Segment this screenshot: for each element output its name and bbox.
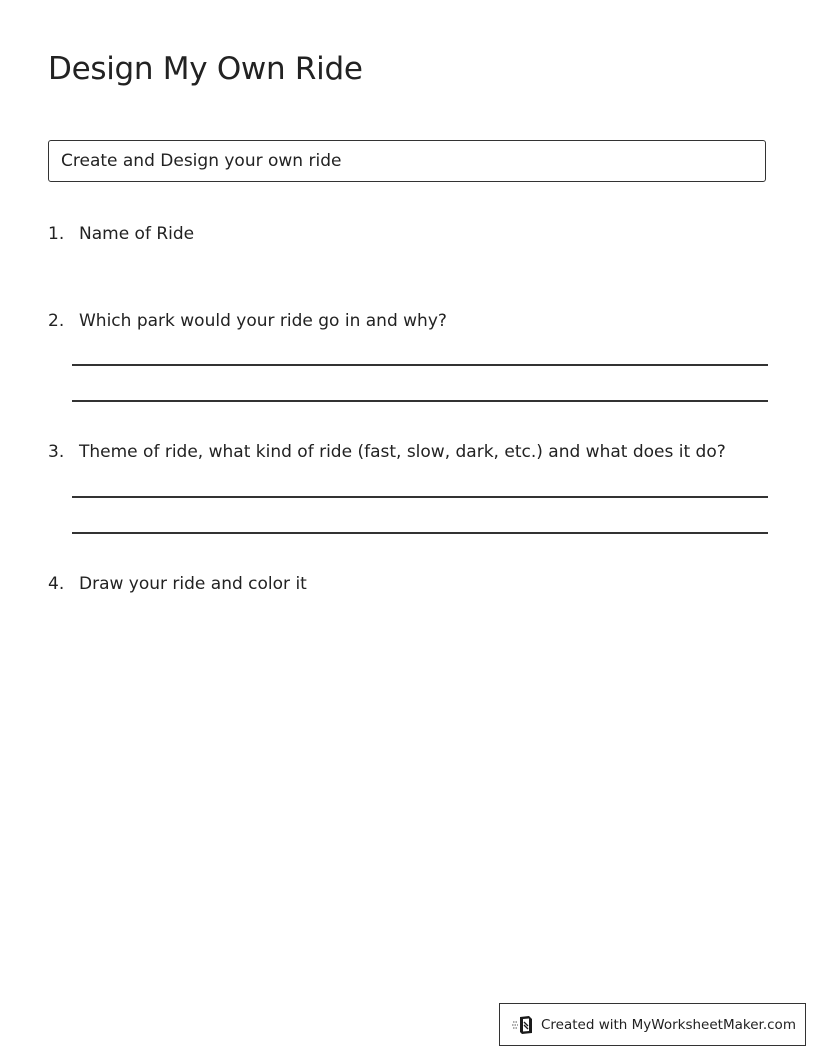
footer-badge[interactable] <box>499 1003 806 1046</box>
question-4 <box>48 572 307 596</box>
worksheet-title: Design My Own Ride <box>48 51 363 87</box>
question-text: Name of Ride <box>79 224 195 244</box>
question-1 <box>48 222 194 246</box>
drawing-area[interactable] <box>48 610 768 990</box>
question-number: 1. <box>48 224 65 244</box>
answer-line[interactable] <box>72 364 768 366</box>
question-text: Draw your ride and color it <box>79 574 307 594</box>
answer-line[interactable] <box>72 400 768 402</box>
answer-line[interactable] <box>72 532 768 534</box>
question-2 <box>48 309 447 333</box>
question-number: 4. <box>48 574 65 594</box>
question-3 <box>48 440 726 464</box>
question-number: 3. <box>48 442 65 462</box>
worksheet-maker-logo-icon <box>512 1014 534 1036</box>
instructions-box: Create and Design your own ride <box>48 140 766 182</box>
question-number: 2. <box>48 311 65 331</box>
answer-line[interactable] <box>72 496 768 498</box>
question-text: Which park would your ride go in and why? <box>79 311 447 331</box>
question-text: Theme of ride, what kind of ride (fast, slow, dark, etc.) and what does it do? <box>79 442 726 462</box>
footer-label: Created with MyWorksheetMaker.com <box>541 1016 796 1033</box>
